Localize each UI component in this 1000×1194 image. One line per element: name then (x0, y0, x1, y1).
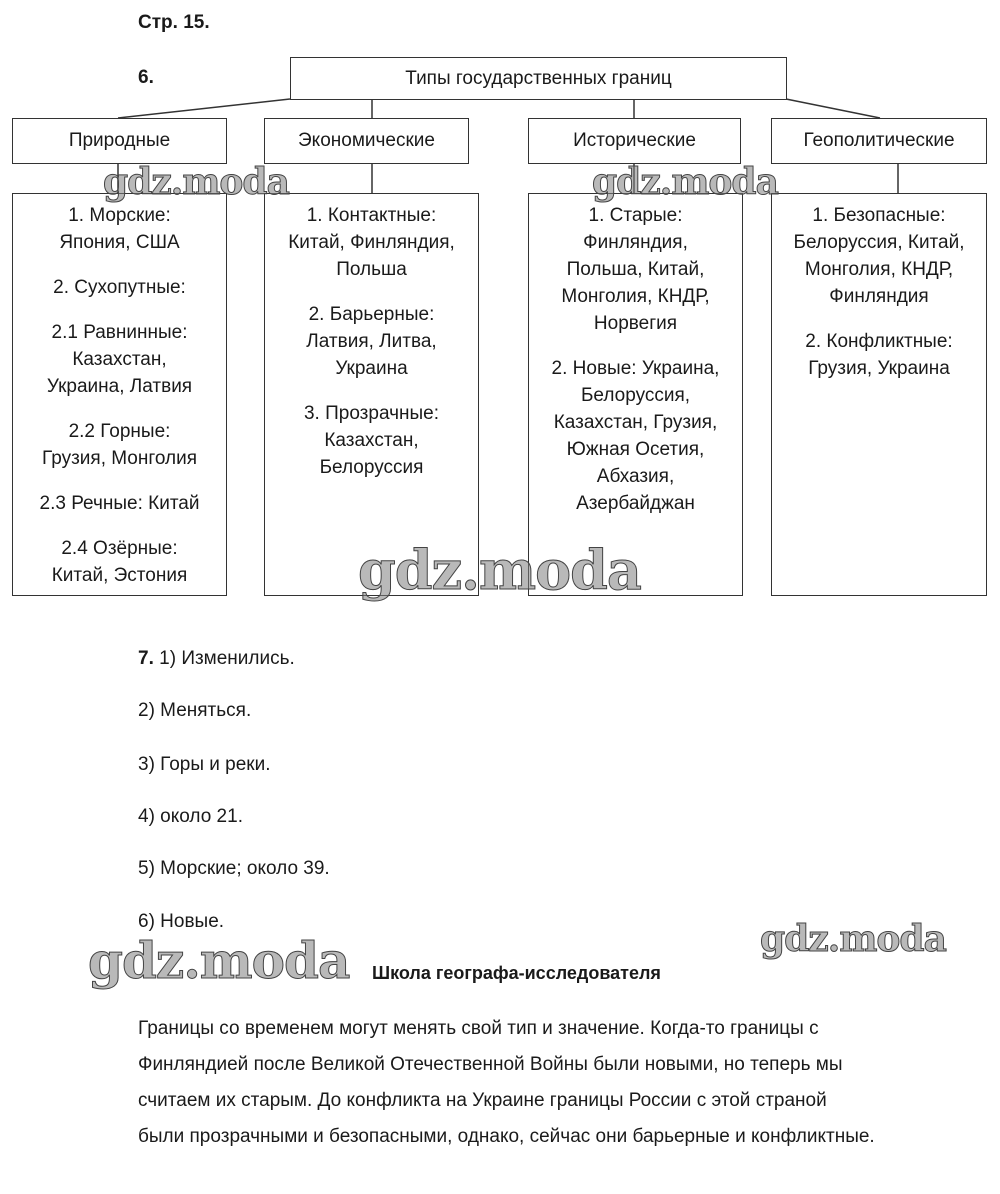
list-item: 1. Контактные: Китай, Финляндия, Польша (288, 205, 455, 280)
answer-3: 3) Горы и реки. (138, 754, 271, 775)
header-label: Экономические (298, 130, 435, 151)
column-natural (12, 193, 227, 596)
page-label: Стр. 15. (138, 12, 210, 33)
watermark: gdz.moda (358, 538, 641, 602)
list-item: 1. Морские: Япония, США (59, 205, 180, 253)
answer-1 (138, 648, 295, 670)
paragraph-line: Границы со временем могут менять свой тип и значение. Когда-то границы с (138, 1018, 819, 1039)
root-label: Типы государственных границ (405, 67, 672, 89)
watermark: gdz.moda (592, 161, 778, 203)
list-item: 1. Старые: Финляндия, Польша, Китай, Монголия, КНДР, Норвегия (561, 205, 710, 334)
header-natural (12, 118, 227, 164)
task6-number: 6. (138, 67, 154, 88)
list-item: 1. Безопасные: Белоруссия, Китай, Монголия, КНДР, Финляндия (793, 205, 965, 307)
connector-line (786, 99, 880, 118)
root-box (290, 57, 787, 100)
list-item: 2.4 Озёрные: Китай, Эстония (51, 538, 188, 586)
watermark: gdz.moda (103, 161, 289, 203)
paragraph-line: Финляндией после Великой Отечественной Войны были новыми, но теперь мы (138, 1054, 843, 1075)
watermark: gdz.moda (760, 918, 946, 960)
task7-number: 7. (138, 648, 154, 669)
list-item: 2.1 Равнинные: Казахстан, Украина, Латвия (46, 322, 193, 397)
list-item: 2.2 Горные: Грузия, Монголия (42, 421, 197, 469)
answer-2: 2) Меняться. (138, 700, 252, 721)
paragraph-line: считаем их старым. До конфликта на Украине границы России с этой страной (138, 1090, 827, 1111)
list-item: 2. Барьерные: Латвия, Литва, Украина (306, 304, 437, 379)
list-item: 2. Конфликтные: Грузия, Украина (805, 331, 953, 379)
answer-text: 1) Изменились. (159, 648, 295, 669)
header-label: Геополитические (803, 130, 955, 151)
paragraph-line: были прозрачными и безопасными, однако, сейчас они барьерные и конфликтные. (138, 1126, 875, 1147)
header-label: Природные (68, 130, 171, 151)
answer-5: 5) Морские; около 39. (138, 858, 330, 879)
header-geopolitical (771, 118, 987, 164)
list-item: 2.3 Речные: Китай (39, 493, 200, 514)
list-item: 3. Прозрачные: Казахстан, Белоруссия (303, 403, 440, 478)
section-title: Школа географа-исследователя (372, 963, 661, 983)
connector-line (118, 99, 290, 118)
header-historical (528, 118, 741, 164)
list-item: 2. Сухопутные: (53, 277, 186, 298)
answer-6: 6) Новые. (138, 911, 225, 932)
column-geopolitical (771, 193, 987, 596)
header-label: Исторические (573, 130, 696, 151)
header-economic (264, 118, 469, 164)
column-economic (264, 193, 479, 596)
section-paragraph (138, 1011, 958, 1155)
answer-4: 4) около 21. (138, 806, 243, 827)
watermark: gdz.moda (88, 931, 350, 990)
list-item: 2. Новые: Украина, Белоруссия, Казахстан, Грузия, Южная Осетия, Абхазия, Азербайджан (551, 358, 720, 514)
column-historical (528, 193, 743, 596)
